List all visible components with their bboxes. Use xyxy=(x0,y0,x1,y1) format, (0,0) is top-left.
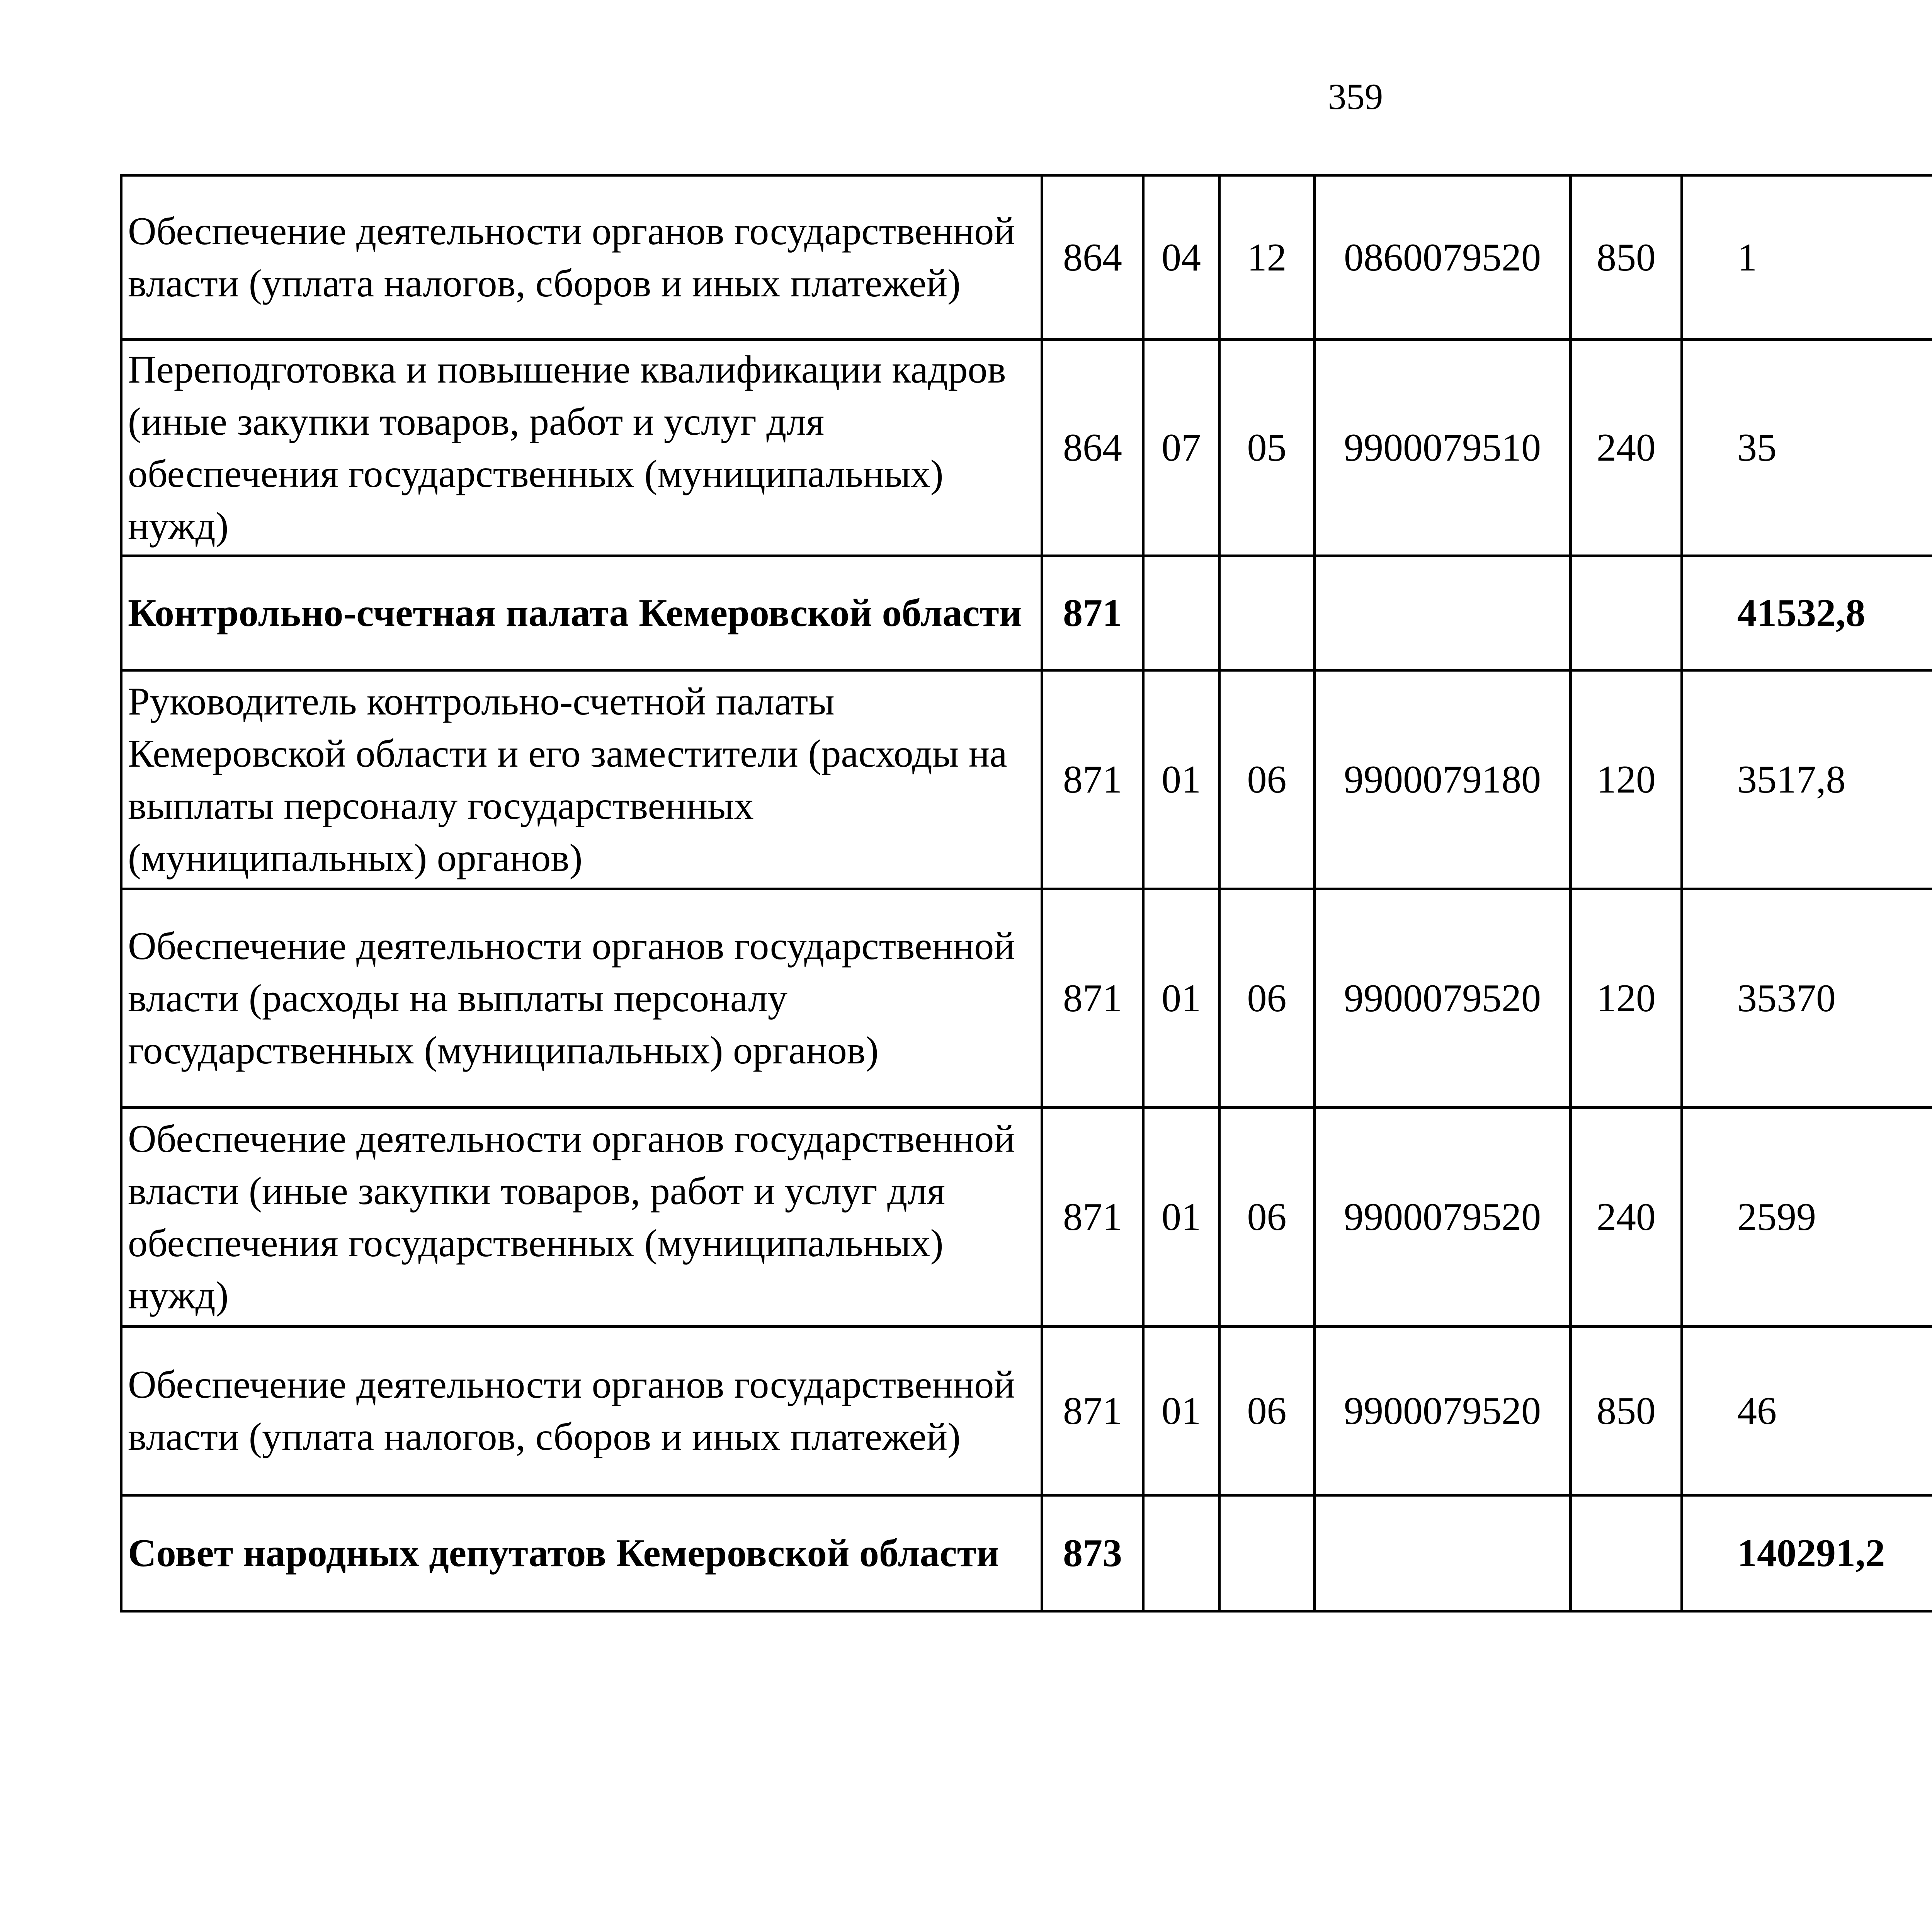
section-code: 01 xyxy=(1143,889,1219,1108)
ministry-code: 871 xyxy=(1042,670,1143,889)
amount-cell: 1 xyxy=(1682,175,1932,340)
subsection-code: 06 xyxy=(1219,1108,1315,1327)
target-article-code xyxy=(1315,556,1571,670)
subsection-code: 06 xyxy=(1219,1327,1315,1495)
subsection-code: 05 xyxy=(1219,340,1315,556)
ministry-code: 864 xyxy=(1042,175,1143,340)
ministry-code: 871 xyxy=(1042,1327,1143,1495)
ministry-code: 871 xyxy=(1042,556,1143,670)
section-code: 04 xyxy=(1143,175,1219,340)
table-row xyxy=(121,556,1932,670)
amount-cell: 35 xyxy=(1682,340,1932,556)
amount-cell: 46 xyxy=(1682,1327,1932,1495)
table-row xyxy=(121,175,1932,340)
ministry-code: 873 xyxy=(1042,1495,1143,1611)
target-article-code xyxy=(1315,1495,1571,1611)
table-row xyxy=(121,1327,1932,1495)
expense-type-code: 240 xyxy=(1571,340,1682,556)
row-description: Руководитель контрольно-счетной палаты Кемеровской области и его заместители (расходы на выплаты персоналу государственных (муниципальных) органов) xyxy=(121,670,1042,889)
row-description: Обеспечение деятельности органов государственной власти (уплата налогов, сборов и иных платежей) xyxy=(121,1327,1042,1495)
target-article-code: 9900079520 xyxy=(1315,889,1571,1108)
amount-cell: 41532,8 xyxy=(1682,556,1932,670)
amount-cell: 35370 xyxy=(1682,889,1932,1108)
expense-type-code xyxy=(1571,556,1682,670)
section-code: 01 xyxy=(1143,670,1219,889)
ministry-code: 871 xyxy=(1042,1108,1143,1327)
row-description: Обеспечение деятельности органов государственной власти (уплата налогов, сборов и иных платежей) xyxy=(121,175,1042,340)
ministry-code: 871 xyxy=(1042,889,1143,1108)
subsection-code xyxy=(1219,1495,1315,1611)
expense-type-code xyxy=(1571,1495,1682,1611)
target-article-code: 9900079510 xyxy=(1315,340,1571,556)
section-code: 07 xyxy=(1143,340,1219,556)
target-article-code: 9900079520 xyxy=(1315,1327,1571,1495)
section-code xyxy=(1143,556,1219,670)
subsection-code: 06 xyxy=(1219,670,1315,889)
row-description: Обеспечение деятельности органов государственной власти (иные закупки товаров, работ и услуг для обеспечения государственных (муниципальных) нужд) xyxy=(121,1108,1042,1327)
subsection-code: 06 xyxy=(1219,889,1315,1108)
table-row xyxy=(121,670,1932,889)
table-row xyxy=(121,340,1932,556)
target-article-code: 9900079180 xyxy=(1315,670,1571,889)
expense-type-code: 850 xyxy=(1571,175,1682,340)
expense-type-code: 240 xyxy=(1571,1108,1682,1327)
table-row xyxy=(121,1495,1932,1611)
subsection-code xyxy=(1219,556,1315,670)
amount-cell: 140291,2 xyxy=(1682,1495,1932,1611)
table-row xyxy=(121,889,1932,1108)
target-article-code: 0860079520 xyxy=(1315,175,1571,340)
amount-cell: 3517,8 xyxy=(1682,670,1932,889)
expense-type-code: 120 xyxy=(1571,670,1682,889)
row-description: Контрольно-счетная палата Кемеровской области xyxy=(121,556,1042,670)
expense-type-code: 120 xyxy=(1571,889,1682,1108)
table-row xyxy=(121,1108,1932,1327)
row-description: Переподготовка и повышение квалификации кадров (иные закупки товаров, работ и услуг для обеспечения государственных (муниципальных) нужд) xyxy=(121,340,1042,556)
ministry-code: 864 xyxy=(1042,340,1143,556)
budget-table xyxy=(120,174,1932,1613)
section-code xyxy=(1143,1495,1219,1611)
target-article-code: 9900079520 xyxy=(1315,1108,1571,1327)
amount-cell: 2599 xyxy=(1682,1108,1932,1327)
page-number: 359 xyxy=(1328,76,1383,117)
subsection-code: 12 xyxy=(1219,175,1315,340)
expense-type-code: 850 xyxy=(1571,1327,1682,1495)
row-description: Совет народных депутатов Кемеровской области xyxy=(121,1495,1042,1611)
row-description: Обеспечение деятельности органов государственной власти (расходы на выплаты персоналу государственных (муниципальных) органов) xyxy=(121,889,1042,1108)
section-code: 01 xyxy=(1143,1327,1219,1495)
section-code: 01 xyxy=(1143,1108,1219,1327)
